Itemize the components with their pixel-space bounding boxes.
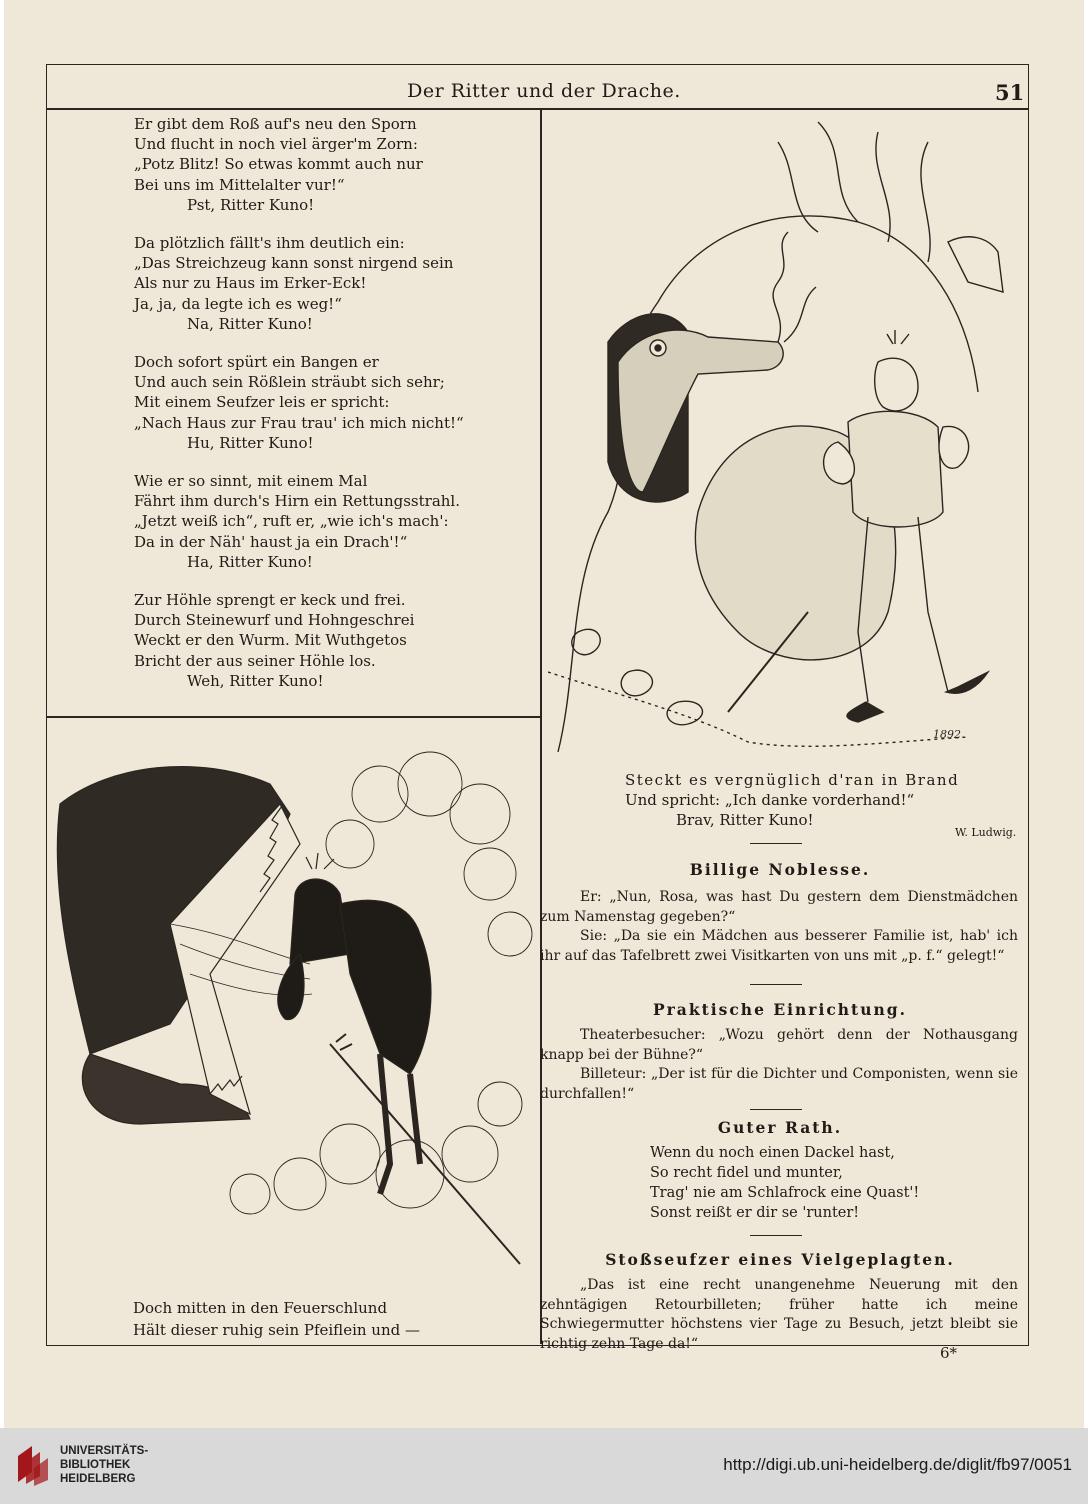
library-name-line: UNIVERSITÄTS- <box>60 1445 149 1457</box>
poem-line: Durch Steinewurf und Hohngeschrei <box>134 611 415 630</box>
dialogue-paragraph: Er: „Nun, Rosa, was hast Du gestern dem Dienstmädchen zum Namenstag gegeben?“ <box>540 889 1018 925</box>
poem-refrain: Hu, Ritter Kuno! <box>187 433 314 452</box>
library-name <box>60 1444 148 1486</box>
poem-bottom-line: Doch mitten in den Feuerschlund <box>133 1299 388 1317</box>
poem-line: „Jetzt weiß ich“, ruft er, „wie ich's mach': <box>134 512 449 531</box>
poem-refrain: Weh, Ritter Kuno! <box>187 671 324 690</box>
verse-line: Sonst reißt er dir se 'runter! <box>650 1205 860 1221</box>
dialogue-paragraph: Billeteur: „Der ist für die Dichter und Componisten, wenn sie durchfallen!“ <box>540 1066 1018 1102</box>
poem-line: Da plötzlich fällt's ihm deutlich ein: <box>134 234 405 253</box>
poem-line: Und flucht in noch viel ärger'm Zorn: <box>134 135 418 154</box>
poem-line: Und auch sein Rößlein sträubt sich sehr; <box>134 373 445 392</box>
library-footer <box>0 1428 1088 1504</box>
verse-line: Trag' nie am Schlafrock eine Quast'! <box>650 1185 920 1201</box>
section-title: Stoßseufzer eines Vielgeplagten. <box>605 1250 955 1269</box>
poem-line: Weckt er den Wurm. Mit Wuthgetos <box>134 631 407 650</box>
poem-right-refrain: Brav, Ritter Kuno! <box>676 811 814 829</box>
header-rule <box>46 108 1028 110</box>
dragon-fire-illustration <box>50 724 536 1296</box>
page-title: Der Ritter und der Drache. <box>407 80 681 102</box>
section-body <box>540 1276 1018 1354</box>
poem-line: „Das Streichzeug kann sonst nirgend sein <box>134 254 454 273</box>
library-name-line: HEIDELBERG <box>60 1473 136 1485</box>
poem-line: Bei uns im Mittelalter vur!“ <box>134 175 345 194</box>
knight-and-dragon-illustration <box>548 112 1024 762</box>
poem-line: Mit einem Seufzer leis er spricht: <box>134 393 390 412</box>
poem-line: Als nur zu Haus im Erker-Eck! <box>134 274 367 293</box>
section-body <box>540 888 1018 966</box>
poem-right-line: Steckt es vergnüglich d'ran in Brand <box>625 771 960 789</box>
svg-text:1892: 1892 <box>933 728 961 741</box>
poem-top <box>134 114 464 691</box>
poem-line: Bricht der aus seiner Höhle los. <box>134 651 376 670</box>
poem-line: Er gibt dem Roß auf's neu den Sporn <box>134 115 417 133</box>
poem-refrain: Na, Ritter Kuno! <box>187 314 313 333</box>
section-body <box>540 1026 1018 1104</box>
poem-line: Ja, ja, da legte ich es weg!“ <box>134 294 342 313</box>
section-rule <box>750 984 802 985</box>
poem-line: Zur Höhle sprengt er keck und frei. <box>134 591 406 610</box>
verse-line: So recht fidel und munter, <box>650 1165 843 1181</box>
poem-line: Da in der Näh' haust ja ein Drach'!“ <box>134 532 408 551</box>
verse <box>650 1143 919 1223</box>
section-title: Guter Rath. <box>717 1118 843 1137</box>
poem-line: Doch sofort spürt ein Bangen er <box>134 353 379 372</box>
column-divider <box>540 110 542 1344</box>
permalink-url[interactable]: http://digi.ub.uni-heidelberg.de/diglit/fb97/0051 <box>723 1455 1072 1474</box>
poem-line: „Nach Haus zur Frau trau' ich mich nicht!“ <box>134 413 464 432</box>
poem-line: Fährt ihm durch's Hirn ein Rettungsstrahl. <box>134 492 460 511</box>
poem-refrain: Ha, Ritter Kuno! <box>187 552 313 571</box>
left-column-divider <box>46 716 540 718</box>
section-rule <box>750 1109 802 1110</box>
page-number: 51 <box>995 80 1025 105</box>
poem-line: Wie er so sinnt, mit einem Mal <box>134 472 368 491</box>
poem-bottom-line: Hält dieser ruhig sein Pfeiflein und — <box>133 1321 420 1339</box>
library-logo-icon <box>14 1442 54 1486</box>
library-name-line: BIBLIOTHEK <box>60 1459 131 1471</box>
poem-refrain: Pst, Ritter Kuno! <box>187 195 315 214</box>
printer-signature-mark: 6* <box>940 1344 958 1362</box>
poem-right-line: Und spricht: „Ich danke vorderhand!“ <box>625 791 915 809</box>
poem-line: „Potz Blitz! So etwas kommt auch nur <box>134 155 423 174</box>
section-rule <box>750 1235 802 1236</box>
anecdote-paragraph: „Das ist eine recht unangenehme Neuerung mit den zehntägigen Retourbilleten; früher hatte ich meine Schwiegermutter höchstens vier Tage zu Besuch, jetzt bleibt sie richtig zehn Tage da!“ <box>540 1277 1018 1352</box>
author-signature: W. Ludwig. <box>955 826 1017 839</box>
dialogue-paragraph: Sie: „Da sie ein Mädchen aus besserer Familie ist, hab' ich ihr auf das Tafelbrett zwei Visitkarten von uns mit „p. f.“ gelegt!“ <box>540 928 1018 964</box>
section-rule <box>750 843 802 844</box>
section-title: Praktische Einrichtung. <box>652 1000 907 1019</box>
section-title: Billige Noblesse. <box>689 860 871 879</box>
verse-line: Wenn du noch einen Dackel hast, <box>650 1145 895 1161</box>
dialogue-paragraph: Theaterbesucher: „Wozu gehört denn der Nothausgang knapp bei der Bühne?“ <box>540 1027 1018 1063</box>
